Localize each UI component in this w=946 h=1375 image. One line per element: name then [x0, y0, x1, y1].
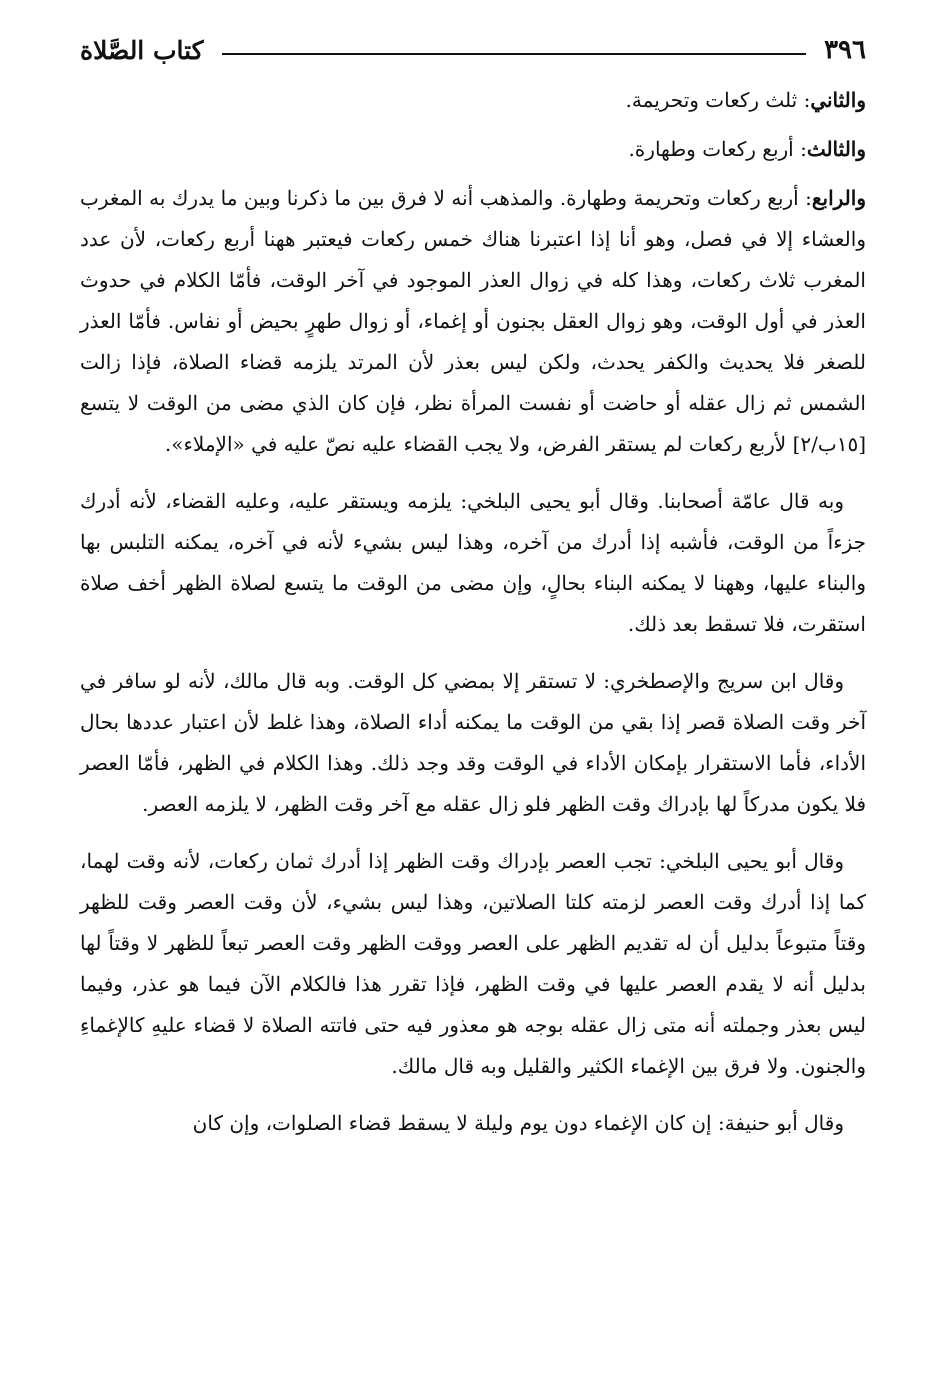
paragraph-balkhi [80, 481, 866, 645]
paragraph-text: وبه قال عامّة أصحابنا. وقال أبو يحيى البلخي: يلزمه ويستقر عليه، وعليه القضاء، لأنه أدرك جزءاً من الوقت، فأشبه إذا أدرك من آخره، وهذا ليس بشيء لأنه في آخره، يمكنه التلبس بها والبناء عليها، وههنا لا يمكنه البناء بحالٍ، وإن مضى من الوقت ما يتسع لصلاة الظهر أخف صلاة استقرت، فلا تسقط بعد ذلك. [80, 489, 866, 636]
page-header [80, 30, 866, 70]
paragraph-text: وقال أبو حنيفة: إن كان الإغماء دون يوم وليلة لا يسقط قضاء الصلوات، وإن كان [192, 1111, 844, 1135]
paragraph-text: وقال أبو يحيى البلخي: تجب العصر بإدراك وقت الظهر إذا أدرك ثمان ركعات، لأنه وقت لهما، كما إذا أدرك وقت العصر لزمته كلتا الصلاتين، وهذا ليس بشيء، لأن وقت العصر وقت للظهر وقتاً متبوعاً بدليل أن له تقديم الظهر على العصر ووقت الظهر وقت العصر تبعاً للظهر لا وقتاً لها بدليل أنه لا يقدم العصر عليها في وقت الظهر، فإذا تقرر هذا فالكلام الآن فيما هو عذر، وفيما ليس بعذر وجملته أنه متى زال عقله بوجه هو معذور فيه حتى فاتته الصلاة لا قضاء عليهِ كالإغماءِ والجنون. ولا فرق بين الإغماء الكثير والقليل وبه قال مالك. [80, 849, 866, 1078]
paragraph-lead: والثاني [810, 88, 866, 112]
paragraph-abu-hanifa [80, 1103, 866, 1144]
paragraph-text: : ثلث ركعات وتحريمة. [625, 88, 811, 112]
paragraph-ibn-surayj [80, 661, 866, 825]
page-number: ٣٩٦ [824, 35, 866, 65]
paragraph-abu-yahya [80, 841, 866, 1087]
paragraph-text: : أربع ركعات وطهارة. [628, 137, 807, 161]
page-body [80, 80, 866, 1160]
paragraph-third [80, 129, 866, 170]
paragraph-text: وقال ابن سريج والإصطخري: لا تستقر إلا بمضي كل الوقت. وبه قال مالك، لأنه لو سافر في آخر وقت الصلاة قصر إذا بقي من الوقت ما يمكنه أداء الصلاة، وهذا غلط لأن اعتبار عددها بحال الأداء، فأما الاستقرار بإمكان الأداء في الوقت وقد وجد ذلك. وهذا الكلام في الظهر، فأمّا العصر فلا يكون مدركاً لها بإدراك وقت الظهر فلو زال عقله مع آخر وقت الظهر، لا يلزمه العصر. [80, 669, 866, 816]
paragraph-text: : أربع ركعات وتحريمة وطهارة. والمذهب أنه لا فرق بين ما ذكرنا وبين ما يدرك به المغرب والعشاء إلا في فصل، وهو أنا إذا اعتبرنا هناك خمس ركعات فيعتبر ههنا أربع ركعات، لأن عدد المغرب ثلاث ركعات، وهذا كله في زوال العذر الموجود في آخر الوقت، فأمّا الكلام في حدوث العذر في أول الوقت، وهو زوال العقل بجنون أو إغماء، أو زوال طهرٍ بحيض أو نفاس. فأمّا العذر للصغر فلا يحديث والكفر يحدث، ولكن ليس بعذر لأن المرتد يلزمه قضاء الصلاة، فإذا زالت الشمس ثم زال عقله أو حاضت أو نفست المرأة نظر، فإن كان الذي مضى من الوقت لا يتسع [١٥ب/٢] لأربع ركعات لم يستقر الفرض، ولا يجب القضاء عليه نصّ عليه في «الإملاء». [80, 186, 866, 456]
paragraph-fourth [80, 178, 866, 465]
paragraph-lead: والثالث [806, 137, 866, 161]
paragraph-second [80, 80, 866, 121]
paragraph-lead: والرابع [811, 186, 866, 210]
book-title: كتاب الصَّلاة [80, 35, 204, 65]
header-rule [222, 53, 807, 55]
